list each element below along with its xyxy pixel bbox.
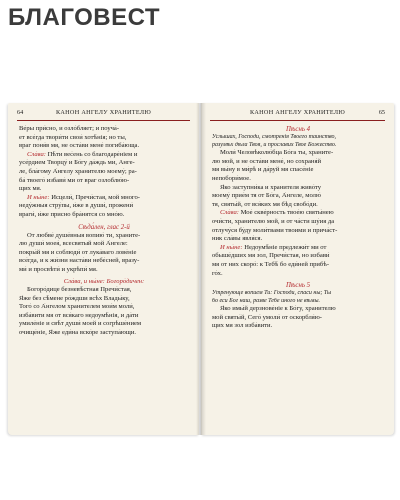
text-line: умиле́ніе и свѣ́т души́ моей и согрѣше́нием [19,320,142,328]
open-book [8,103,394,435]
ode-4-heading: Пѣснь 4 [285,126,311,133]
rubric: И ны́не: [220,243,245,251]
rubric: Сла́ва: [27,150,48,158]
text-line: Я́же без сѣ́мене ро́ждши всѣх Влады́ку, [19,294,130,302]
text-line: очище́ніе, Я́же еди́на вско́ре заступа́ющи. [19,329,137,337]
left-page-header [17,109,190,119]
text-line: непобори́мое. [212,174,251,182]
irmos-line: бо еси́ Бог наш, ра́зве Тебе́ ино́го не вѣ́мы. [212,297,321,304]
text-line: ми́ и просвѣти́ и укрѣпи́ мя. [19,265,98,273]
text-line: Богоро́дице безневѣ́стная Пречи́стая, [27,286,132,294]
text-line-rest: Мое́ скве́рность твое́ю святы́нею [240,209,334,217]
running-title: КАНОН АНГЕЛУ ХРАНИТЕЛЮ [55,109,152,116]
text-line: неду́жныя стру́пы, и́же в души́, прожени́ [19,202,134,210]
text-line: все́гда, и к жи́зни наста́ви небе́сней, вразу- [19,257,140,265]
text-line [212,244,384,253]
text-line: отлучу́ся бу́ду моли́твами твоими и прича́ст- [212,226,338,234]
irmos-line: Утрену́юще вопие́м Ти: Го́споди, спаси́ ны; Ты [212,290,332,297]
page-number: 64 [17,109,24,116]
text-line: мя от них скоро́: к Тебѣ́ бо еди́ней прибѣ- [212,260,330,268]
right-page [201,103,394,435]
rubric: И ны́не: [27,193,52,201]
left-page [8,103,199,435]
text-line: ба́ твоего́ избави́ ми от враг озлоблю́ю- [19,176,130,184]
text-line-rest: Пѣ́ти вес́ень со благодаре́ніем и [47,150,138,158]
text-line: моему́ прие́м тя от Бо́га, А́нгеле, молю́ [212,192,321,200]
text-line: изба́вити мя от вся́каго недоумѣ́нія, и да́ти [19,311,139,319]
running-title: КАНОН АНГЕЛУ ХРАНИТЕЛЮ [249,109,346,116]
left-page-text [19,125,189,338]
text-line-rest: Исцели́, Пречи́стая, мой много- [51,193,140,201]
text-line [212,209,384,218]
text-line: лю души́ моея́, всесвятый мой А́нгеле: [19,240,128,248]
text-line: ник сла́вы явля́ся. [212,235,263,243]
text-line: очи́сти, хранителю мой, и от ча́сти шу́ия да [212,217,335,225]
ode-5-heading: Пѣснь 5 [285,282,311,290]
right-page-text [212,125,384,331]
text-line: тя, святы́й, от вся́ких мя бѣд свобо́ди. [212,200,318,208]
text-line [19,151,189,160]
text-line: ет все́гда твори́ти свои́ хотѣ́нія; но ты, [19,133,127,141]
irmos-line: разумѣ́х дѣла́ Твоя́, и просла́вих Твое́ Божество́. [212,141,337,148]
text-line: усе́рдием Творцу́ и Бо́гу да́ждь ми, Анге- [19,159,135,167]
text-line [19,194,189,203]
store-watermark: БЛАГОВЕСТ [8,4,161,31]
text-line: покры́й мя и соблюди́ от лука́ваго лове́ніе [19,248,137,256]
text-line: Я́ко имы́й дерзнове́ніе к Бо́гу, хранителю [220,305,336,313]
text-line: щих мя. [19,185,42,193]
header-rule [17,120,190,121]
rubric: Сла́ва: [220,209,241,217]
text-line: Того́ со А́нгелом хранителем мои́м моли́, [19,303,135,311]
text-line: враг поня́в мя, не оста́ви мене́ погиба́юща. [19,142,140,150]
text-line: Моли́ Человѣколю́бца Бо́га ты, храните- [220,149,334,157]
text-line: обыше́дших мя зол, Пречи́стая, но избави́ [212,252,330,260]
irmos-line: Услы́шах, Го́споди, смотре́нія Твоего́ та́инство, [212,134,336,140]
text-line: От любве́ душе́вныя вопию́ ти, храните- [27,231,141,239]
sedalen-heading: Сѣда́лен, глас 2-й [78,223,130,231]
text-line-rest: Недоумѣ́ніе предлежи́т ми от [244,243,327,251]
right-page-header [210,109,385,119]
book-gutter-shadow [196,103,206,435]
text-line: ле, бла́гому А́нгелу хранителю моему́; ра- [19,167,137,175]
text-line: Ве́ры при́сно, и озло́бляет; и поуча́- [19,125,120,132]
text-line: лю мой, и не оста́ви мене́, но сохраня́й [212,157,322,165]
header-rule [210,120,385,121]
page-number: 65 [378,109,385,116]
text-line: мой святы́й, Сего́ умоли́ от оскорбля́ю- [212,313,322,321]
text-line: щих мя зол изба́вити. [212,322,273,330]
text-line: враги́, и́же присно бра́нятся со мно́ю. [19,210,125,218]
text-line: Я́ко заступни́ка и хранителя живо́ту [220,183,322,191]
text-line: мя вы́ну в ми́рѣ и да́руй мя спасе́ніе [212,166,314,174]
glory-rubric: Сла́ва, и ны́не: Богоро́дичен: [63,277,145,285]
text-line: го́х. [212,269,223,277]
